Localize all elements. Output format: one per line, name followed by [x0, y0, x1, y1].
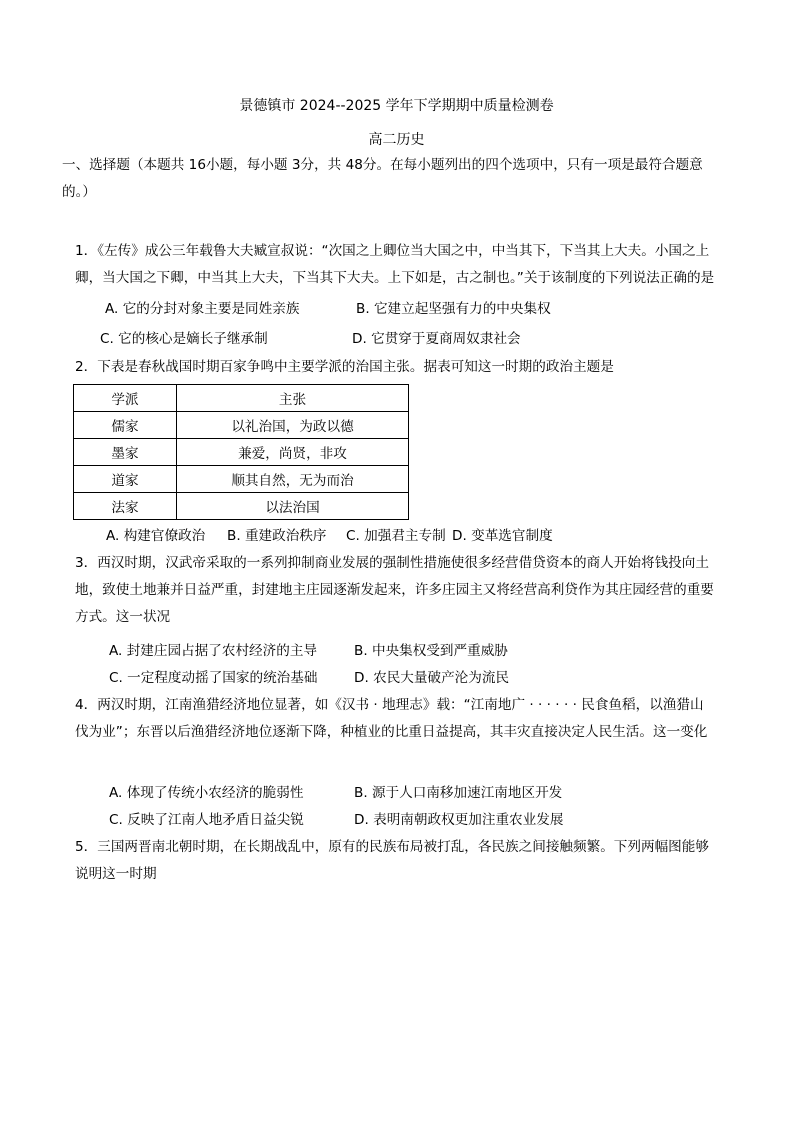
exam-subject: 高二历史 [368, 132, 425, 148]
q2-option-b[interactable]: B. 重建政治秩序 [227, 528, 327, 544]
q4-option-c[interactable]: C. 反映了江南人地矛盾日益尖锐 [109, 812, 304, 828]
table-row [74, 466, 409, 493]
table-row [74, 493, 409, 520]
q4-option-d[interactable]: D. 表明南朝政权更加注重农业发展 [354, 812, 564, 828]
table-row [74, 412, 409, 439]
table-cell: 道家 [74, 466, 177, 493]
q3-option-c[interactable]: C. 一定程度动摇了国家的统治基础 [109, 670, 318, 686]
q4-option-a[interactable]: A. 体现了传统小农经济的脆弱性 [109, 785, 304, 801]
table-cell: 以法治国 [177, 493, 409, 520]
q3-option-b[interactable]: B. 中央集权受到严重威胁 [354, 643, 508, 659]
table-cell: 兼爱，尚贤，非攻 [177, 439, 409, 466]
question-4-stem: 4．两汉时期，江南渔猎经济地位显著，如《汉书 · 地理志》载：“江南地广 · · · · · · 民食鱼稻，以渔猎山伐为业”；东晋以后渔猎经济地位逐渐下降，种植业的比重日益提高，其丰灾直接决定人民生活。这一变化 [75, 697, 708, 740]
q1-option-a[interactable]: A. 它的分封对象主要是同姓亲族 [105, 301, 300, 317]
table-cell: 以礼治国，为政以德 [177, 412, 409, 439]
table-header-cell: 学派 [74, 385, 177, 412]
q3-option-a[interactable]: A. 封建庄园占据了农村经济的主导 [109, 643, 318, 659]
q2-option-c[interactable]: C. 加强君主专制 [346, 528, 446, 544]
q4-option-b[interactable]: B. 源于人口南移加速江南地区开发 [354, 785, 563, 801]
table-row [74, 439, 409, 466]
question-5-stem: 5．三国两晋南北朝时期，在长期战乱中，原有的民族布局被打乱，各民族之间接触频繁。下列两幅图能够说明这一时期 [75, 839, 709, 882]
table-cell: 墨家 [74, 439, 177, 466]
exam-title: 景德镇市 2024--2025 学年下学期期中质量检测卷 [239, 98, 554, 114]
table-cell: 儒家 [74, 412, 177, 439]
q1-option-c[interactable]: C. 它的核心是嫡长子继承制 [100, 331, 268, 347]
question-1-stem: 1．《左传》成公三年载鲁大夫臧宣叔说：“次国之上卿位当大国之中，中当其下，下当其上大夫。小国之上卿，当大国之下卿，中当其上大夫，下当其下大夫。上下如是，古之制也。”关于该制度的下列说法正确的是 [75, 243, 715, 286]
question-3-stem: 3．西汉时期，汉武帝采取的一系列抑制商业发展的强制性措施使很多经营借贷资本的商人开始将钱投向土地，致使土地兼并日益严重，封建地主庄园逐渐发起来，许多庄园主又将经营高利贷作为其庄园经营的重要方式。这一状况 [75, 555, 714, 625]
section-instructions: 一、选择题（本题共 16小题，每小题 3分，共 48分。在每小题列出的四个选项中，只有一项是最符合题意的。） [62, 157, 703, 200]
q2-option-d[interactable]: D. 变革选官制度 [452, 528, 553, 544]
q2-option-a[interactable]: A. 构建官僚政治 [106, 528, 206, 544]
table-header-cell: 主张 [177, 385, 409, 412]
question-2-stem: 2．下表是春秋战国时期百家争鸣中主要学派的治国主张。据表可知这一时期的政治主题是 [75, 359, 614, 375]
q3-option-d[interactable]: D. 农民大量破产沦为流民 [354, 670, 510, 686]
table-cell: 法家 [74, 493, 177, 520]
table-header-row [74, 385, 409, 412]
q1-option-d[interactable]: D. 它贯穿于夏商周奴隶社会 [352, 331, 521, 347]
schools-table [73, 384, 409, 520]
table-cell: 顺其自然，无为而治 [177, 466, 409, 493]
q1-option-b[interactable]: B. 它建立起坚强有力的中央集权 [356, 301, 551, 317]
